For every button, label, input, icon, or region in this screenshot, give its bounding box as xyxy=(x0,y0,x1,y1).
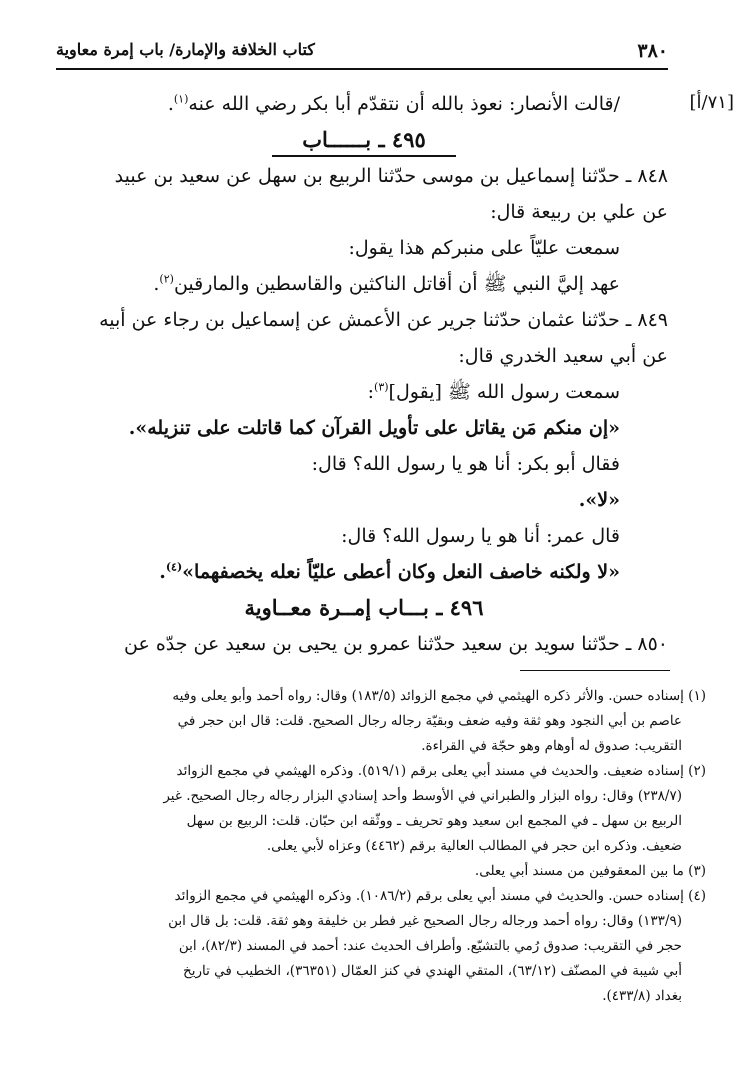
chapter-heading: ٤٩٥ ـ بــــــاب xyxy=(60,122,668,158)
footnotes xyxy=(70,684,706,1009)
footnote-line: حجر في التقريب: صدوق رُمي بالتشيّع. وأطراف الحديث عند: أحمد في المسند (٨٢/٣)، ابن xyxy=(178,938,682,954)
footnote-marker: (٢) xyxy=(159,272,174,286)
text-line: عن علي بن ربيعة قال: xyxy=(490,201,668,223)
text-line: قال عمر: أنا هو يا رسول الله؟ قال: xyxy=(341,525,620,547)
chapter-heading: ٤٩٦ ـ بـــاب إمــرة معــاوية xyxy=(244,595,484,620)
prophetic-quote: «إن منكم مَن يقاتل على تأويل القرآن كما قاتلت على تنزيله». xyxy=(128,417,620,439)
footnote-4: (٤) إسناده حسن. والحديث في مسند أبي يعلى برقم (١٠٨٦/٢). وذكره الهيثمي في مجمع الزوائد xyxy=(174,888,706,904)
prophetic-quote: «لا ولكنه خاصف النعل وكان أعطى عليّاً نعله يخصفهما»$^{(٤)}$. xyxy=(159,560,620,583)
prophetic-quote: «لا». xyxy=(578,489,620,511)
footnote-marker: (١) xyxy=(173,92,189,106)
footnote-1: (١) إسناده حسن. والأثر ذكره الهيثمي في مجمع الزوائد (١٨٣/٥) وقال: رواه أحمد وأبو يعلى وفيه xyxy=(172,688,706,704)
footnote-line: التقريب: صدوق له أوهام وهو حجّة في القراءة. xyxy=(421,738,682,754)
footnote-line: (١٣٣/٩) وقال: رواه أحمد ورجاله رجال الصحيح غير فطر بن خليفة وهو ثقة. قلت: بل قال ابن xyxy=(168,913,682,929)
hadith-850: ٨٥٠ ـ حدّثنا سويد بن سعيد حدّثنا عمرو بن يحيى بن سعيد عن جدّه عن xyxy=(123,633,668,655)
hadith-848: ٨٤٨ ـ حدّثنا إسماعيل بن موسى حدّثنا الربيع بن سهل عن سعيد بن عبيد xyxy=(114,165,668,187)
text-line: سمعت رسول الله ﷺ [يقول]$^{(٣)}$: xyxy=(367,380,620,403)
text-line: سمعت عليّاً على منبركم هذا يقول: xyxy=(348,237,620,259)
footnote-line: بغداد (٤٣٣/٨). xyxy=(602,988,682,1004)
footnote-divider xyxy=(520,670,670,671)
manuscript-folio-ref: [٧١/أ] xyxy=(689,92,734,113)
text-line: عهد إليَّ النبي ﷺ أن أقاتل الناكثين والقاسطين والمارقين$^{(٢)}$. xyxy=(153,272,620,295)
footnote-line: (٢٣٨/٧) وقال: رواه البزار والطبراني في الأوسط وأحد إسنادي البزار رجاله رجال الصحيح. غير xyxy=(163,788,682,804)
text-line: عن أبي سعيد الخدري قال: xyxy=(458,345,668,367)
main-text xyxy=(60,86,668,662)
footnote-line: ضعيف. وذكره ابن حجر في المطالب العالية برقم (٤٤٦٢) وعزاه لأبي يعلى. xyxy=(266,838,682,854)
text-line: /قالت الأنصار: نعوذ بالله أن نتقدّم أبا بكر رضي الله عنه$^{(١)}$. xyxy=(167,92,620,115)
footnote-line: أبي شيبة في المصنّف (٦٣/١٢)، المتقي الهندي في كنز العمّال (٣٦٣٥١)، الخطيب في تاريخ xyxy=(183,963,682,979)
running-title: كتاب الخلافة والإمارة/ باب إمرة معاوية xyxy=(56,40,315,59)
footnote-marker: (٤) xyxy=(165,560,183,574)
page-number: ٣٨٠ xyxy=(637,40,668,62)
footnote-marker: (٣) xyxy=(374,380,389,394)
footnote-3: (٣) ما بين المعقوفين من مسند أبي يعلى. xyxy=(474,863,706,879)
hadith-849: ٨٤٩ ـ حدّثنا عثمان حدّثنا جرير عن الأعمش عن إسماعيل بن رجاء عن أبيه xyxy=(99,309,668,331)
text-line: فقال أبو بكر: أنا هو يا رسول الله؟ قال: xyxy=(311,453,620,475)
footnote-line: عاصم بن أبي النجود وهو ثقة وفيه ضعف وبقيّة رجاله رجال الصحيح. قلت: قال ابن حجر في xyxy=(177,713,682,729)
page-header xyxy=(56,38,668,68)
header-divider xyxy=(56,68,668,70)
footnote-line: الربيع بن سهل ـ في المجمع ابن سعيد وهو تحريف ـ ووثّقه ابن حبّان. قلت: الربيع بن سهل xyxy=(186,813,682,829)
footnote-2: (٢) إسناده ضعيف. والحديث في مسند أبي يعلى برقم (٥١٩/١). وذكره الهيثمي في مجمع الزوائد xyxy=(176,763,706,779)
